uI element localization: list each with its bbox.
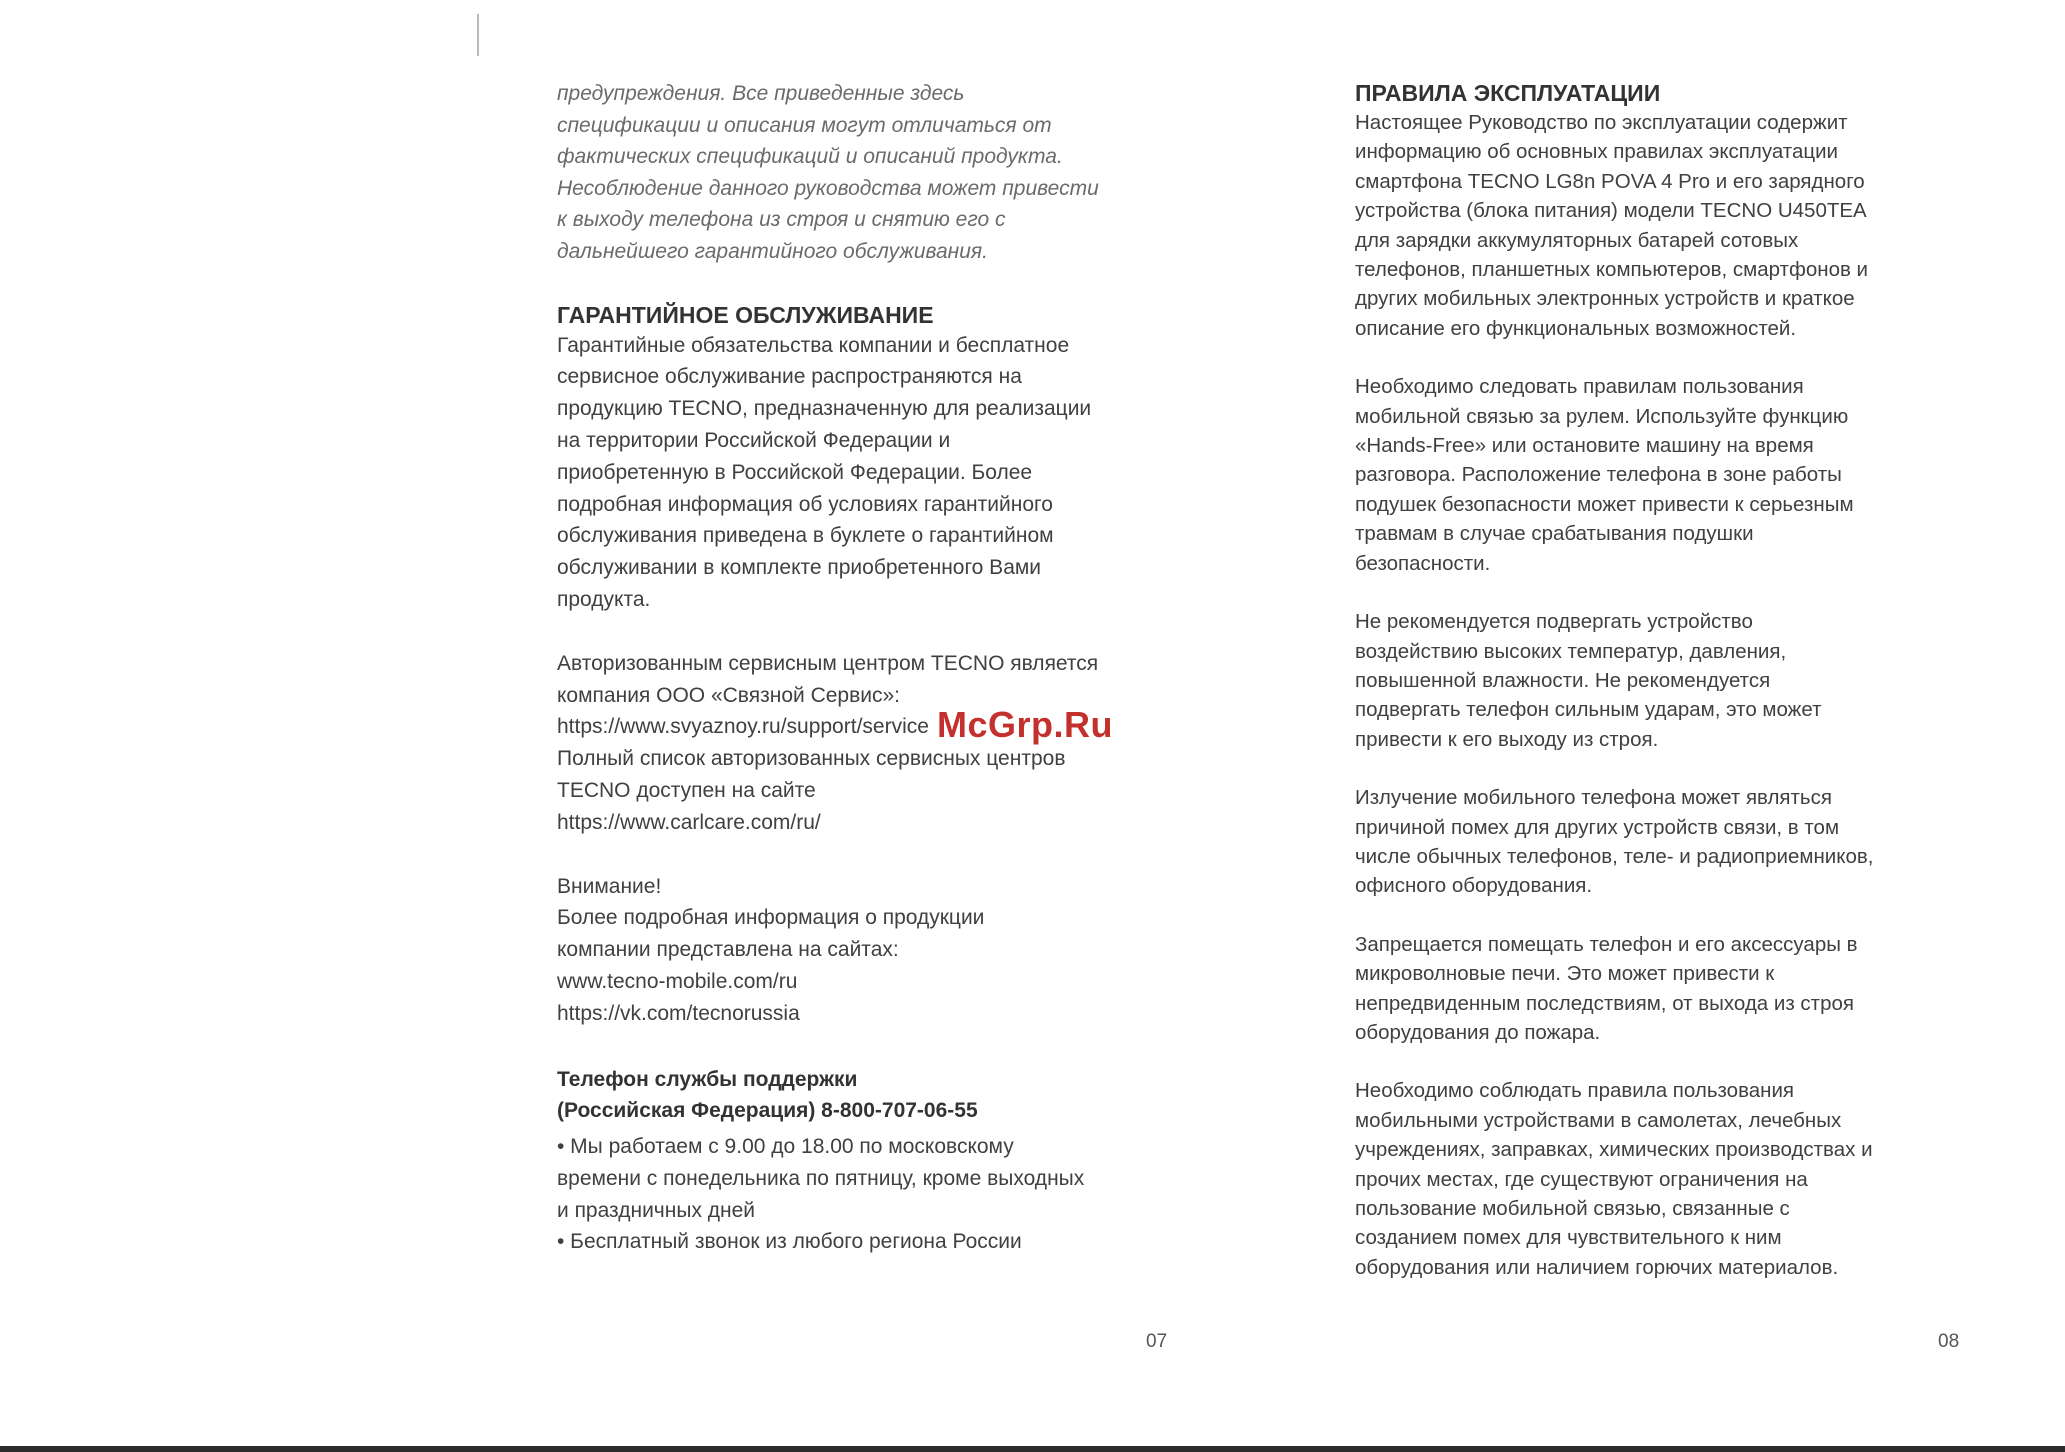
support-hours-bullet: • Мы работаем с 9.00 до 18.00 по московскому времени с понедельника по пятницу, кроме выходных и праздничных дней <box>557 1135 1085 1222</box>
right-column <box>1355 78 1975 1282</box>
free-call-bullet: • Бесплатный звонок из любого региона России <box>557 1230 1022 1254</box>
left-column <box>557 78 1177 1258</box>
rules-paragraph-6: Необходимо соблюдать правила пользования мобильными устройствами в самолетах, лечебных учреждениях, заправках, химических производствах и прочих местах, где существуют ограничения на пользование мобильной связью, связанные с созданием помех для чувствительного к ним оборудования или наличием горючих материалов. <box>1355 1079 1873 1279</box>
vk-link[interactable]: https://vk.com/tecnorussia <box>557 1001 800 1025</box>
attention-paragraph: Внимание! Более подробная информация о продукции компании представлена на сайтах: www.tecno-mobile.com/ru https://vk.com/tecnorussia <box>557 871 1177 1030</box>
rules-paragraph-5: Запрещается помещать телефон и его аксессуары в микроволновые печи. Это может привести к непредвиденным последствиям, от выхода из строя оборудования до пожара. <box>1355 932 1858 1044</box>
support-heading: Телефон службы поддержки (Российская Федерация) 8-800-707-06-55 <box>557 1067 978 1123</box>
warranty-paragraph: Гарантийные обязательства компании и бесплатное сервисное обслуживание распространяются на продукцию TECNO, предназначенную для реализации на территории Российской Федерации и приобретенную в Российской Федерации. Более подробная информация об условиях гарантийного обслуживания приведена в буклете о гарантийном обслуживании в комплекте приобретенного Вами продукта. <box>557 333 1092 611</box>
carlcare-link[interactable]: https://www.carlcare.com/ru/ <box>557 810 821 834</box>
rules-paragraph-1: Настоящее Руководство по эксплуатации содержит информацию об основных правилах эксплуатации смартфона TECNO LG8n POVA 4 Pro и его зарядного устройства (блока питания) модели TECNO U450TEA для зарядки аккумуляторных батарей сотовых телефонов, планшетных компьютеров, смартфонов и других мобильных электронных устройств и краткое описание его функциональных возможностей. <box>1355 111 1869 340</box>
warranty-heading: ГАРАНТИЙНОЕ ОБСЛУЖИВАНИЕ <box>557 301 934 328</box>
intro-paragraph: предупреждения. Все приведенные здесь спецификации и описания могут отличаться от фактических спецификаций и описаний продукта. Несоблюдение данного руководства может привести к выходу телефона из строя и снятию его с дальнейшего гарантийного обслуживания. <box>557 82 1099 263</box>
page-number-right: 08 <box>1938 1331 1960 1352</box>
service-center-paragraph: Авторизованным сервисным центром TECNO является компания ООО «Связной Сервис»: https://www.svyaznoy.ru/support/service Полный список авторизованных сервисных центров TECNO доступен на сайте https://www.carlcare.com/ru/ <box>557 648 1177 839</box>
tecno-mobile-link[interactable]: www.tecno-mobile.com/ru <box>557 969 798 993</box>
usage-rules-heading: ПРАВИЛА ЭКСПЛУАТАЦИИ <box>1355 80 1661 106</box>
rules-paragraph-3: Не рекомендуется подвергать устройство воздействию высоких температур, давления, повышенной влажности. Не рекомендуется подвергать телефон сильным ударам, это может привести к его выходу из строя. <box>1355 610 1822 751</box>
page-number-left: 07 <box>1146 1331 1168 1352</box>
watermark-logo: McGrp.Ru <box>937 704 1114 745</box>
scan-bottom-edge <box>0 1446 2065 1452</box>
rules-paragraph-4: Излучение мобильного телефона может являться причиной помех для других устройств связи, в том числе обычных телефонов, теле- и радиоприемников, офисного оборудования. <box>1355 786 1874 898</box>
svyaznoy-link[interactable]: https://www.svyaznoy.ru/support/service <box>557 715 929 739</box>
rules-paragraph-2: Необходимо следовать правилам пользования мобильной связью за рулем. Используйте функцию «Hands-Free» или остановите машину на время разговора. Расположение телефона в зоне работы подушек безопасности может привести к серьезным травмам в случае срабатывания подушки безопасности. <box>1355 375 1854 575</box>
